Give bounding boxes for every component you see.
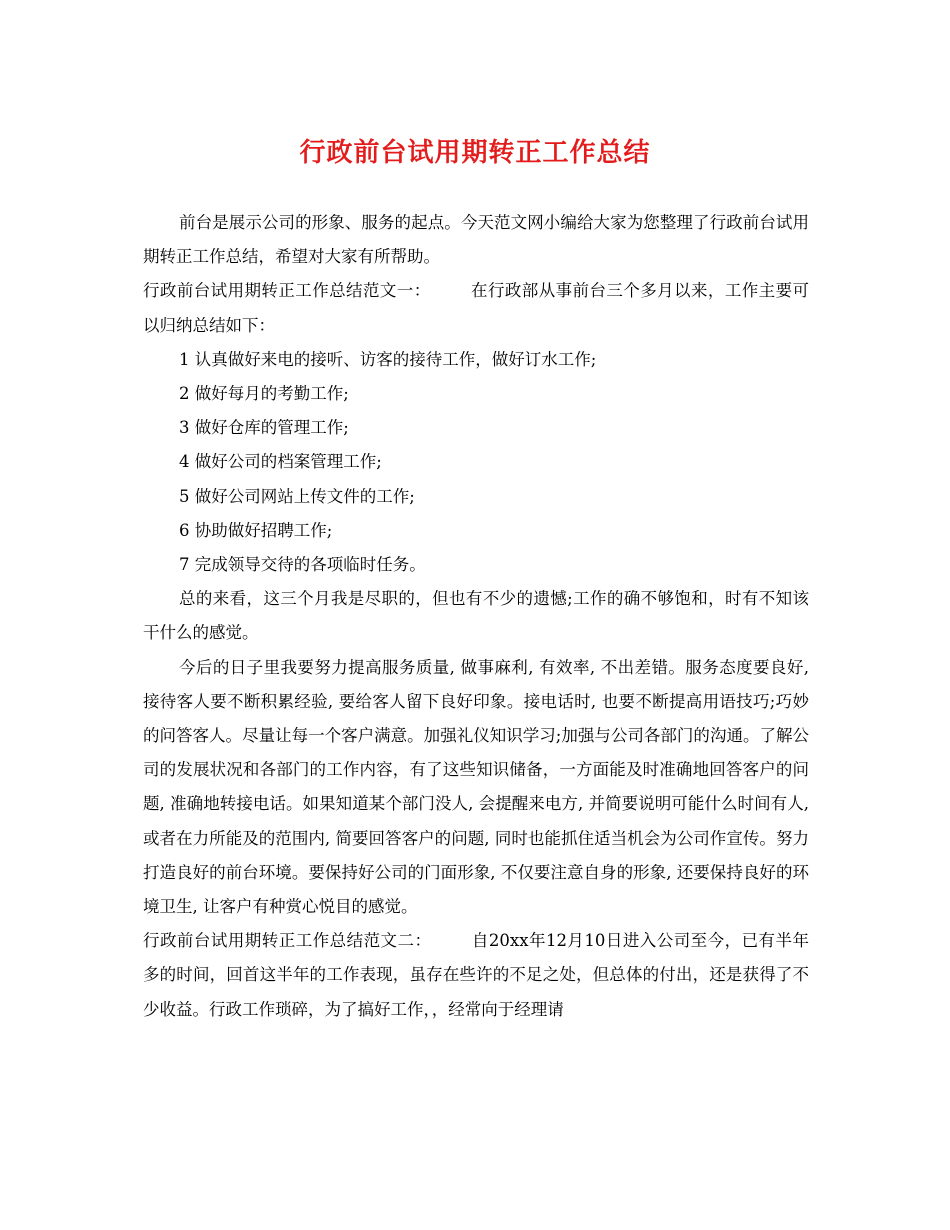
list-item: 4 做好公司的档案管理工作; [179,452,382,472]
list-item: 7 完成领导交待的各项临时任务。 [179,555,426,575]
document-title: 行政前台试用期转正工作总结 [299,138,651,168]
document-body [143,206,809,1027]
list-item: 3 做好仓库的管理工作; [179,418,349,438]
list-item: 6 协助做好招聘工作; [179,520,333,540]
sample2-paragraph [143,924,809,1027]
list-item: 1 认真做好来电的接听、访客的接待工作，做好订水工作; [179,349,597,369]
sample2-heading: 行政前台试用期转正工作总结范文二： [143,931,432,951]
summary-paragraph: 总的来看，这三个月我是尽职的，但也有不少的遗憾;工作的确不够饱和，时有不知该干什么的感觉。 [143,589,809,643]
list-item: 5 做好公司网站上传文件的工作; [179,486,415,506]
intro-paragraph: 前台是展示公司的形象、服务的起点。今天范文网小编给大家为您整理了行政前台试用期转正工作总结，希望对大家有所帮助。 [143,213,809,267]
sample1-lead: 在行政部从事前台三个多月以来，工作主要可以归纳总结如下： [143,281,810,335]
plan-paragraph: 今后的日子里我要努力提高服务质量, 做事麻利, 有效率, 不出差错。服务态度要良好, 接待客人要不断积累经验, 要给客人留下良好印象。接电话时, 也要不断提高用语技巧;巧妙的问答客人。尽量让每一个客户满意。加强礼仪知识学习;加强与公司各部门的沟通。了解公司的发展状况和各部门的工作内容，有了这些知识储备，一方面能及时准确地回答客户的问题, 准确地转接电话。如果知道某个部门没人, 会提醒来电方, 并简要说明可能什么时间有人, 或者在力所能及的范围内, 简要回答客户的问题, 同时也能抓住适当机会为公司作宣传。努力打造良好的前台环境。要保持好公司的门面形象, 不仅要注意自身的形象, 还要保持良好的环境卫生, 让客户有种赏心悦目的感觉。 [143,657,809,917]
list-item: 2 做好每月的考勤工作; [179,384,349,404]
sample1-paragraph [143,274,809,342]
sample1-heading: 行政前台试用期转正工作总结范文一： [143,281,431,301]
sample2-lead: 自20xx年12月10日进入公司至今，已有半年多的时间，回首这半年的工作表现，虽存在些许的不足之处，但总体的付出，还是获得了不少收益。行政工作琐碎，为了搞好工作，，经常向于经理请 [143,931,809,1019]
